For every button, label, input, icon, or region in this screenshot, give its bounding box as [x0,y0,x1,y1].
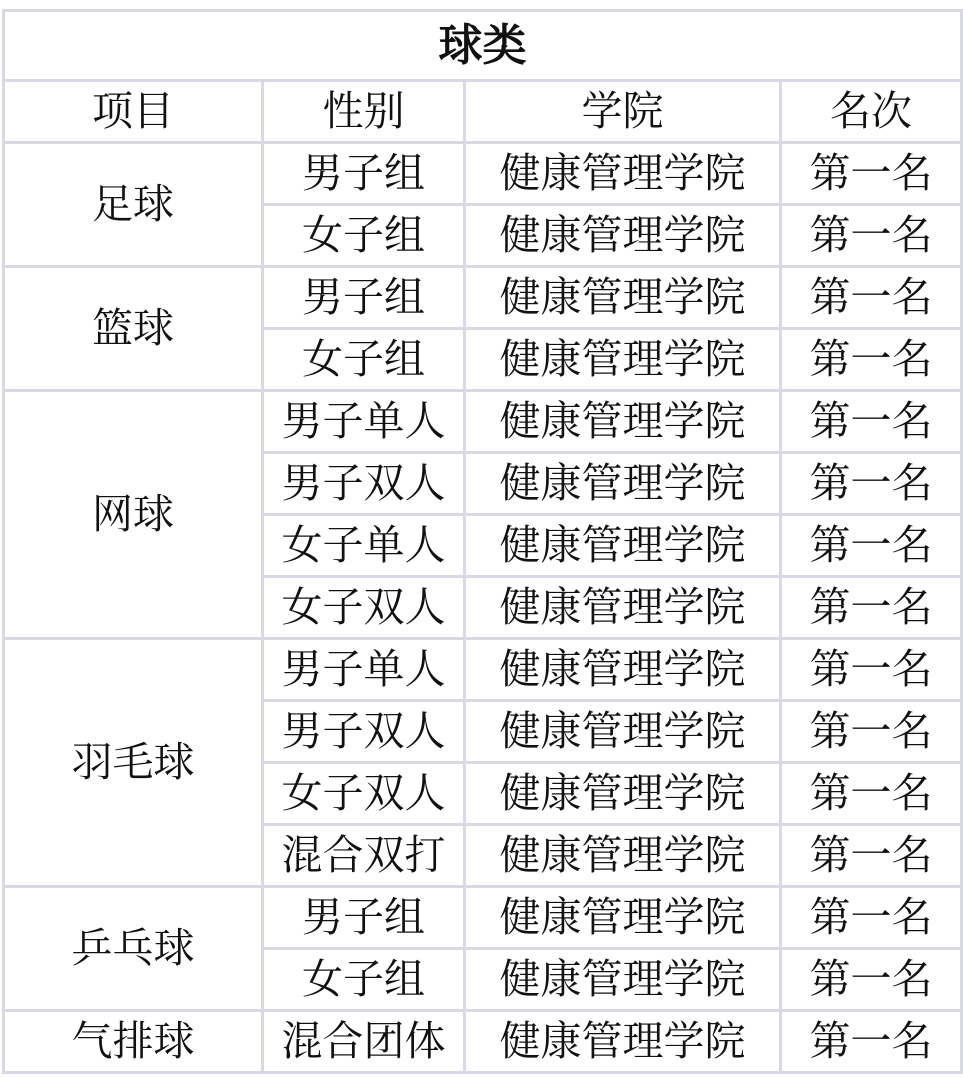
rank-cell: 第一名 [781,329,962,391]
college-cell: 健康管理学院 [465,763,781,825]
college-cell: 健康管理学院 [465,825,781,887]
header-cell-category: 性别 [263,81,465,143]
college-cell: 健康管理学院 [465,887,781,949]
college-cell: 健康管理学院 [465,329,781,391]
category-cell: 混合双打 [263,825,465,887]
table-row [4,1011,962,1073]
category-cell: 男子双人 [263,453,465,515]
rank-cell: 第一名 [781,1011,962,1073]
rank-cell: 第一名 [781,825,962,887]
rank-cell: 第一名 [781,143,962,205]
sport-cell: 气排球 [4,1011,263,1073]
rank-cell: 第一名 [781,453,962,515]
category-cell: 男子单人 [263,391,465,453]
category-cell: 女子组 [263,329,465,391]
sport-cell: 羽毛球 [4,639,263,887]
college-cell: 健康管理学院 [465,267,781,329]
rank-cell: 第一名 [781,763,962,825]
category-cell: 女子单人 [263,515,465,577]
table-title: 球类 [4,11,962,81]
category-cell: 女子双人 [263,577,465,639]
rank-cell: 第一名 [781,701,962,763]
sport-cell: 篮球 [4,267,263,391]
rank-cell: 第一名 [781,391,962,453]
results-table [2,9,963,1074]
category-cell: 男子组 [263,267,465,329]
category-cell: 女子组 [263,949,465,1011]
category-cell: 男子组 [263,143,465,205]
college-cell: 健康管理学院 [465,639,781,701]
category-cell: 男子双人 [263,701,465,763]
header-cell-rank: 名次 [781,81,962,143]
college-cell: 健康管理学院 [465,701,781,763]
rank-cell: 第一名 [781,949,962,1011]
rank-cell: 第一名 [781,577,962,639]
rank-cell: 第一名 [781,887,962,949]
rank-cell: 第一名 [781,267,962,329]
table-row [4,143,962,205]
college-cell: 健康管理学院 [465,577,781,639]
header-row [4,81,962,143]
sport-cell: 乒乓球 [4,887,263,1011]
college-cell: 健康管理学院 [465,949,781,1011]
category-cell: 混合团体 [263,1011,465,1073]
rank-cell: 第一名 [781,515,962,577]
category-cell: 男子单人 [263,639,465,701]
table-row [4,267,962,329]
table-row [4,887,962,949]
table-row [4,639,962,701]
college-cell: 健康管理学院 [465,515,781,577]
table-body [4,11,962,1073]
rank-cell: 第一名 [781,639,962,701]
header-cell-sport: 项目 [4,81,263,143]
college-cell: 健康管理学院 [465,391,781,453]
rank-cell: 第一名 [781,205,962,267]
sport-cell: 网球 [4,391,263,639]
college-cell: 健康管理学院 [465,453,781,515]
header-cell-college: 学院 [465,81,781,143]
college-cell: 健康管理学院 [465,205,781,267]
college-cell: 健康管理学院 [465,143,781,205]
category-cell: 女子双人 [263,763,465,825]
title-row [4,11,962,81]
table-row [4,391,962,453]
sport-cell: 足球 [4,143,263,267]
category-cell: 男子组 [263,887,465,949]
category-cell: 女子组 [263,205,465,267]
college-cell: 健康管理学院 [465,1011,781,1073]
